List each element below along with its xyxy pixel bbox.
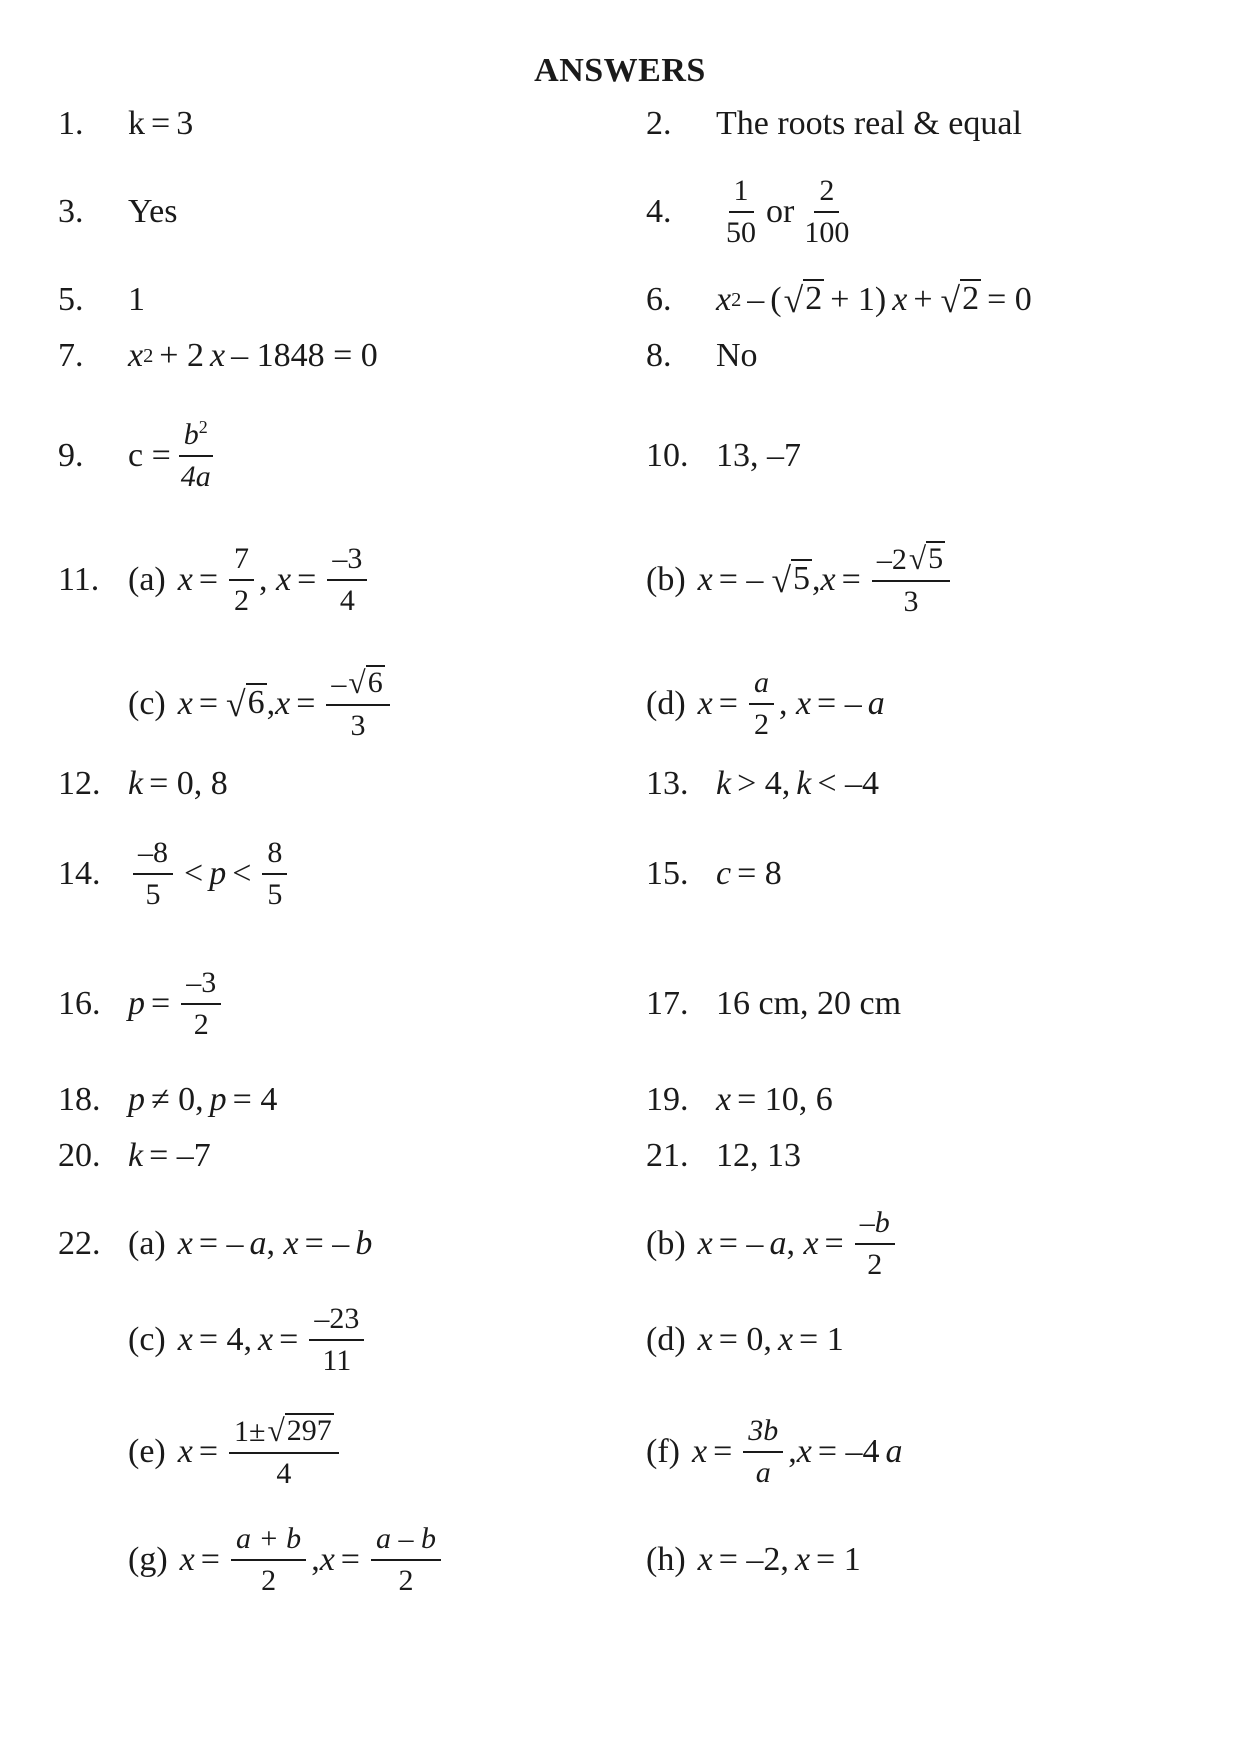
fraction: $\frac{a + b}{2}$ xyxy=(231,1522,306,1599)
answer-21: 21. 12, 13 xyxy=(646,1137,801,1174)
fraction: $\frac{-3}{4}$ xyxy=(327,542,367,619)
answer-14: 14. $\frac{-8}{5}$ < p < $\frac{8}{5}$ xyxy=(58,814,292,934)
answer-22f: (f) x = $\frac{3b}{a}$ , x = –4 a xyxy=(646,1413,903,1489)
fraction: $\frac{a}{2}$ xyxy=(749,666,774,743)
fraction: $\frac{-23}{11}$ xyxy=(309,1302,364,1379)
square-root: √ 6 xyxy=(226,684,265,724)
answer-22b: (b) x = – a , x = $\frac{-b}{2}$ xyxy=(646,1184,900,1304)
answer-row xyxy=(0,520,1240,640)
fraction: 1± √ 297 4 xyxy=(229,1413,339,1492)
page-title: ANSWERS xyxy=(534,52,706,89)
answer-22e: (e) x = 1± √ 297 4 xyxy=(58,1392,344,1512)
square-root: √ 2 xyxy=(940,280,980,320)
fraction: $\frac{-8}{5}$ xyxy=(133,836,173,913)
answer-13: 13. k > 4, k < –4 xyxy=(646,765,880,802)
square-root: √ 5 xyxy=(771,560,811,600)
answer-22g: (g) x = $\frac{a + b}{2}$ , x = $\frac{a - b}{2}$ xyxy=(58,1500,446,1620)
answer-12: 12. k = 0, 8 xyxy=(58,765,228,802)
answer-22d: (d) x = 0, x = 1 xyxy=(646,1321,844,1358)
answer-20: 20. k = –7 xyxy=(58,1137,211,1174)
fraction: $\frac{8}{5}$ xyxy=(262,836,287,913)
answer-11d: (d) x = $\frac{a}{2}$ , x = – a xyxy=(646,665,885,741)
fraction: $\frac{2}{100}$ xyxy=(804,173,850,249)
answer-22c: (c) x = 4, x = $\frac{-23}{11}$ xyxy=(58,1280,369,1400)
answer-4: 4. $\frac{1}{50}$ or $\frac{2}{100}$ xyxy=(646,152,859,272)
answer-16: 16. p = $\frac{-3}{2}$ xyxy=(58,944,226,1064)
fraction: $\frac{b^2}{4a}$ xyxy=(180,416,211,493)
answer-10: 10. 13, –7 xyxy=(646,437,801,474)
answer-row xyxy=(0,1500,1240,1620)
answer-8: 8. No xyxy=(646,337,758,374)
answer-15: 15. c = 8 xyxy=(646,855,782,892)
answer-9: 9. c = $\frac{b^2}{4a}$ xyxy=(58,396,221,516)
answer-row xyxy=(0,814,1240,934)
answer-19: 19. x = 10, 6 xyxy=(646,1081,833,1118)
answer-1: 1. k = 3 xyxy=(58,105,194,142)
answer-row xyxy=(0,1280,1240,1400)
answer-5: 5. 1 xyxy=(58,281,145,318)
answer-row xyxy=(0,1392,1240,1512)
answer-6: 6. x 2 – ( √ 2 + 1) x + √ 2 = 0 xyxy=(646,280,1032,320)
fraction: –2 √ 5 3 xyxy=(872,541,950,620)
square-root: √ 2 xyxy=(783,280,823,320)
answer-18: 18. p ≠ 0, p = 4 xyxy=(58,1081,278,1118)
fraction: – √ 6 3 xyxy=(326,665,389,744)
fraction: $\frac{-b}{2}$ xyxy=(855,1206,895,1283)
answer-11b: (b) x = – √ 5 , x = –2 √ 5 3 xyxy=(646,520,955,640)
answer-3: 3. Yes xyxy=(58,193,178,230)
fraction: $\frac{-3}{2}$ xyxy=(181,966,221,1043)
answer-row xyxy=(0,396,1240,516)
answer-17: 17. 16 cm, 20 cm xyxy=(646,985,902,1022)
answer-22a: 22. (a) x = – a , x = – b xyxy=(58,1225,373,1262)
fraction: $\frac{3b}{a}$ xyxy=(743,1414,783,1491)
answer-2: 2. The roots real & equal xyxy=(646,105,1022,142)
answer-11c: (c) x = √ 6 , x = – √ 6 3 xyxy=(58,644,395,764)
answer-22h: (h) x = –2, x = 1 xyxy=(646,1541,861,1578)
fraction: $\frac{7}{2}$ xyxy=(229,542,254,619)
answer-7: 7. x 2 + 2 x – 1848 = 0 xyxy=(58,337,378,374)
fraction: $\frac{a - b}{2}$ xyxy=(371,1522,441,1599)
fraction: $\frac{1}{50}$ xyxy=(726,173,756,249)
answer-11a: 11. (a) x = $\frac{7}{2}$ , x = $\frac{-3}{4}$ xyxy=(58,520,372,640)
